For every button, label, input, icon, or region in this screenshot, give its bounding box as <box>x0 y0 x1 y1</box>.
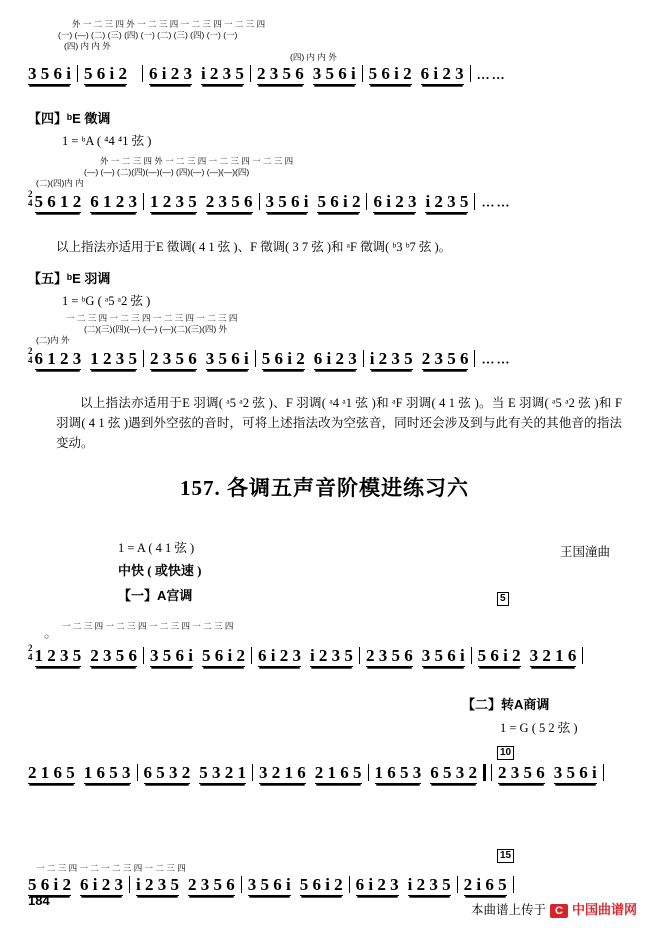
fingering-marks: 一 二 三 四 一 二 三 四 一 二 三 四 一 二 三 四 <box>66 313 238 323</box>
fingering-marks: 一 二 三 四 一 二 一 二 三 四 一 二 三 四 <box>36 863 186 873</box>
subsection-heading-1: 【一】A宫调 <box>118 588 193 603</box>
measure: 2 3 5 6 <box>498 763 545 782</box>
section-note-5: 以上指法亦适用于E 羽调( ᵃ5 ᵃ2 弦 )、F 羽调( ᵃ4 ᵃ1 弦 )和 ᵃF 羽调( 4 1 弦 )。当 E 羽调( ᵃ5 ᵃ2 弦 )和 F 羽调( 4 1 弦 )遇到外空弦的音时，可将上述指法改为空弦音，同时还会涉及到与此有关的其他音的指法变动。 <box>56 396 622 450</box>
measure: 5 6 i 2 <box>201 645 245 665</box>
measure: 6 1 2 3 <box>90 191 137 211</box>
measure: 3 5 6 i <box>312 64 356 83</box>
measure: 5 6 1 2 <box>34 191 82 211</box>
measure: 2 3 5 6 <box>90 645 137 665</box>
key-signature-4: 1 = ᵇA ( ⁴4 ⁴1 弦 ) <box>62 134 152 148</box>
measure-number-15: 15 <box>497 845 514 863</box>
measure: 5 6 i 2 <box>368 64 412 83</box>
music-measures <box>28 763 622 784</box>
fingering-marks: 外 一 二 三 四 外 一 二 三 四 一 二 三 四 一 二 三 四 <box>72 19 266 29</box>
fingering-marks: 外 一 二 三 四 外 一 二 三 四 一 二 三 四 一 二 三 四 <box>100 156 294 166</box>
measure: 3 5 6 i <box>205 348 249 368</box>
section-heading-5: 【五】ᵇE 羽调 <box>28 271 111 286</box>
measure: 6 i 2 3 <box>373 191 417 211</box>
staff-row-piece-2 <box>28 763 622 784</box>
measure-number-10: 10 <box>497 742 514 760</box>
measure: 6 i 2 3 <box>148 64 192 83</box>
measure: 6 5 3 2 <box>143 763 191 782</box>
measure: 5 6 i 2 <box>83 64 127 83</box>
watermark-text: 本曲谱上传于 <box>471 903 547 917</box>
time-signature: 2 4 <box>28 346 33 365</box>
measure: 6 i 2 3 <box>420 64 464 83</box>
section-heading-4: 【四】ᵇE 徵调 <box>28 111 111 126</box>
measure: 2 i 6 5 <box>463 875 507 894</box>
measure: 6 5 3 2 <box>430 763 477 782</box>
measure: 1 2 3 5 <box>90 348 137 368</box>
measure: i 2 3 5 <box>369 348 413 368</box>
fingering-marks: (一) (—) (二) (三) (四) (一) (二) (三) (四) (一) (一) <box>58 30 238 40</box>
measure: 2 3 5 6 <box>150 348 197 368</box>
site-logo-icon: C <box>550 904 568 918</box>
measure: 1 2 3 5 <box>34 645 82 665</box>
measure: 3 5 6 i <box>265 191 309 211</box>
measure: i 2 3 5 <box>200 64 244 83</box>
fingering-marks: (四) 内 内 外 <box>64 41 111 51</box>
measure: 3 5 6 i <box>28 64 71 83</box>
measure: 5 3 2 1 <box>199 763 246 782</box>
open-string-mark: ○ <box>44 631 50 641</box>
measure: i 2 3 5 <box>135 875 179 894</box>
measure: i 2 3 5 <box>425 191 469 211</box>
measure: 5 6 i 2 <box>28 875 71 894</box>
time-signature: 2 4 <box>28 189 33 208</box>
time-signature: 2 4 <box>28 643 33 662</box>
double-barline <box>483 764 492 781</box>
measure: 6 i 2 3 <box>79 875 123 894</box>
measure: 5 6 i 2 <box>299 875 343 894</box>
measure: 5 6 i 2 <box>477 645 521 665</box>
staff-row-sec5 <box>28 312 622 370</box>
watermark-credit <box>471 899 637 918</box>
fingering-marks: (二)(三)(四)(—) (—) (—)(二)(三)(四) 外 <box>84 324 228 334</box>
measure: 1 6 5 3 <box>374 763 422 782</box>
music-measures <box>28 644 622 667</box>
measure: 2 3 5 6 <box>365 645 413 665</box>
measure: 6 1 2 3 <box>34 348 82 368</box>
subsection-key-signature-2: 1 = G ( 5 2 弦 ) <box>500 721 578 735</box>
continuation-dots: …… <box>481 194 512 210</box>
measure: i 2 3 5 <box>407 875 451 894</box>
measure-number-5: 5 <box>497 588 509 606</box>
measure: 6 i 2 3 <box>313 348 357 368</box>
measure: 3 5 6 i <box>247 875 291 894</box>
measure: 1 6 5 3 <box>83 763 131 782</box>
measure: 1 2 3 5 <box>150 191 197 211</box>
staff-row-sec4 <box>28 155 622 213</box>
tempo-marking: 中快 ( 或快速 ) <box>118 563 202 578</box>
measure: 2 3 5 6 <box>421 348 469 368</box>
piece-key-signature: 1 = A ( 4 1 弦 ) <box>118 541 195 555</box>
staff-row-piece-3 <box>28 862 622 896</box>
measure: 3 2 1 6 <box>529 645 577 665</box>
fingering-marks: (四) 内 内 外 <box>290 52 337 62</box>
fingering-marks: (二)内 外 <box>36 335 70 345</box>
music-measures <box>28 190 622 213</box>
measure: 6 i 2 3 <box>355 875 399 894</box>
measure: 2 1 6 5 <box>314 763 362 782</box>
music-measures <box>28 875 622 896</box>
measure: 3 2 1 6 <box>259 763 306 782</box>
page-number: 184 <box>28 893 50 908</box>
page-title: 157. 各调五声音阶模进练习六 <box>180 476 469 500</box>
measure: 2 3 5 6 <box>256 64 304 83</box>
subsection-heading-2: 【二】转A商调 <box>462 697 550 712</box>
measure: 2 3 5 6 <box>187 875 235 894</box>
composer-credit: 王国潼曲 <box>560 545 611 559</box>
measure: 5 6 i 2 <box>261 348 305 368</box>
measure: 3 5 6 i <box>421 645 465 665</box>
continuation-dots: …… <box>476 67 507 82</box>
fingering-marks: (二)(四)内 内 <box>36 178 84 188</box>
fingering-marks: 一 二 三 四 一 二 三 四 一 二 三 四 一 二 三 四 <box>62 621 234 631</box>
staff-row-sec3 <box>28 18 622 85</box>
measure: 2 3 5 6 <box>205 191 253 211</box>
staff-row-piece-1 <box>28 620 622 667</box>
site-name: 中国曲谱网 <box>571 902 637 917</box>
key-signature-5: 1 = ᵇG ( ᵃ5 ᵃ2 弦 ) <box>62 294 151 308</box>
fingering-marks: (—) (—) (二)(四)(—)(—) (四)(—) (—)(—)(四) <box>84 167 250 177</box>
measure: 3 5 6 i <box>553 763 597 782</box>
measure: 2 1 6 5 <box>28 763 75 782</box>
music-measures <box>28 64 622 85</box>
music-measures <box>28 347 622 370</box>
measure: i 2 3 5 <box>309 645 353 665</box>
measure: 6 i 2 3 <box>257 645 301 665</box>
section-note-4: 以上指法亦适用于E 徵调( 4 1 弦 )、F 徵调( 3 7 弦 )和 ᵃF 徵调( ᵇ3 ᵇ7 弦 )。 <box>56 240 452 254</box>
measure: 3 5 6 i <box>150 645 193 665</box>
continuation-dots: …… <box>481 351 512 367</box>
measure: 5 6 i 2 <box>317 191 361 211</box>
